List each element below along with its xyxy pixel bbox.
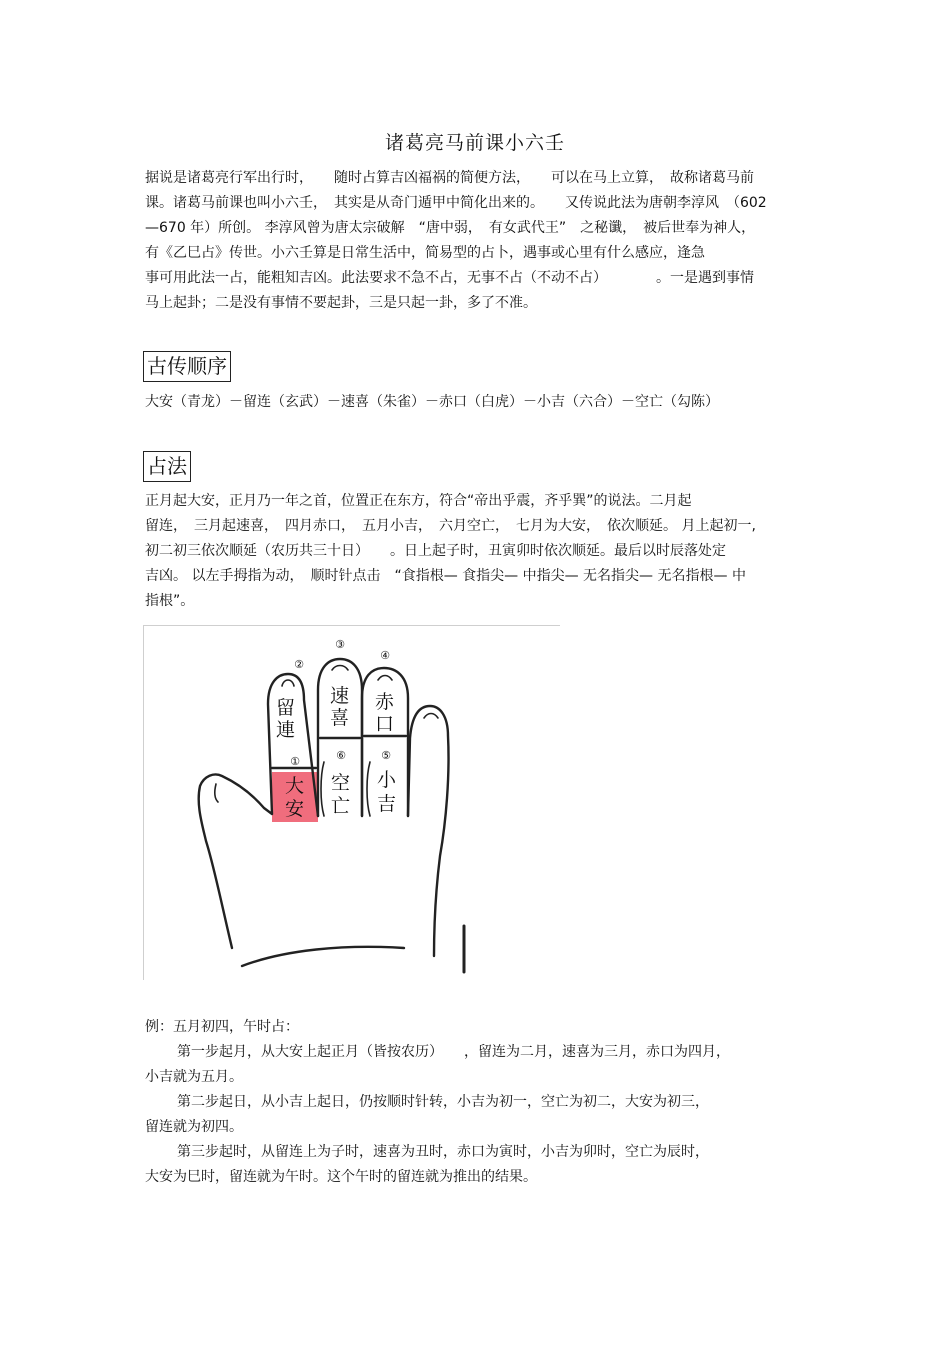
order-line: 大安（青龙）－留连（玄武）－速喜（朱雀）－赤口（白虎）－小吉（六合）－空亡（勾陈） [145, 394, 719, 410]
intro-line: 马上起卦；二是没有事情不要起卦，三是只起一卦，多了不准。 [145, 295, 537, 311]
hand-diagram [143, 625, 560, 980]
method-line: 留连， 三月起速喜， 四月赤口， 五月小吉， 六月空亡， 七月为大安， 依次顺延。 月上起初一, [145, 518, 756, 534]
label-xiaoji-2: 吉 [377, 793, 397, 815]
ring-finger-outline [408, 706, 449, 956]
document-title: 诸葛亮马前课小六壬 [384, 132, 565, 154]
position-number-4: ④ [380, 649, 390, 662]
label-kongwang-1: 空 [331, 772, 351, 794]
method-paragraph [145, 489, 815, 614]
example-step3-line: 第三步起时，从留连上为子时，速喜为丑时，赤口为寅时，小吉为卯时，空亡为辰时， [177, 1144, 709, 1160]
position-number-2: ② [294, 658, 304, 671]
example-step2-line: 第二步起日，从小吉上起日，仍按顺时针转，小吉为初一，空亡为初二，大安为初三， [177, 1094, 709, 1110]
wrist-line [242, 947, 404, 966]
method-line: 指根”。 [145, 593, 195, 609]
example-step3-line: 大安为巳时，留连就为午时。这个午时的留连就为推出的结果。 [145, 1169, 537, 1185]
label-suxi-1: 速 [330, 685, 350, 707]
label-xiaoji-1: 小 [377, 769, 397, 791]
hand-illustration [144, 626, 560, 980]
position-number-6: ⑥ [336, 749, 346, 762]
intro-line: 据说是诸葛亮行军出行时， 随时占算吉凶福祸的简便方法， 可以在马上立算， 故称诸葛马前 [145, 170, 754, 186]
example-heading: 例：五月初四，午时占： [145, 1019, 299, 1035]
label-liulian-2: 連 [276, 719, 296, 741]
position-number-3: ③ [335, 638, 345, 651]
intro-line: 课。诸葛马前课也叫小六壬， 其实是从奇门遁甲中简化出来的。 又传说此法为唐朝李淳风 （602 [145, 195, 767, 211]
example-step1-line: 小吉就为五月。 [145, 1069, 243, 1085]
intro-line: 有《乙巳占》传世。小六壬算是日常生活中，简易型的占卜，遇事或心里有什么感应，逢急 [145, 245, 705, 261]
position-number-1: ① [290, 755, 300, 768]
label-chikou-2: 口 [375, 713, 395, 735]
label-suxi-2: 喜 [330, 707, 350, 729]
method-line: 正月起大安，正月乃一年之首，位置正在东方，符合“帝出乎震，齐乎巽”的说法。二月起 [145, 493, 692, 509]
label-kongwang-2: 亡 [331, 795, 351, 817]
label-chikou-1: 赤 [375, 691, 395, 713]
label-daan-2: 安 [285, 798, 305, 820]
section-heading-method: 占法 [143, 451, 191, 482]
intro-line: —670 年）所创。 李淳风曾为唐太宗破解 “唐中弱， 有女武代王” 之秘谶， 被后世奉为神人， [145, 220, 756, 236]
example-step2-line: 留连就为初四。 [145, 1119, 243, 1135]
example-step1-line: 第一步起月，从大安上起正月（皆按农历） ，留连为二月，速喜为三月，赤口为四月， [177, 1044, 730, 1060]
label-liulian-1: 留 [276, 697, 296, 719]
section-heading-traditional-order: 古传顺序 [143, 351, 231, 382]
method-line: 吉凶。 以左手拇指为动， 顺时针点击 “食指根— 食指尖— 中指尖— 无名指尖— 无名指根— 中 [145, 568, 746, 584]
example-paragraph [145, 1015, 815, 1190]
method-line: 初二初三依次顺延（农历共三十日） 。日上起子时，丑寅卯时依次顺延。最后以时辰落处定 [145, 543, 726, 559]
intro-line: 事可用此法一占，能粗知吉凶。此法要求不急不占，无事不占（不动不占） 。一是遇到事情 [145, 270, 754, 286]
traditional-order-paragraph [145, 390, 815, 415]
label-daan-1: 大 [285, 775, 305, 797]
position-number-5: ⑤ [381, 749, 391, 762]
intro-paragraph [145, 166, 815, 316]
